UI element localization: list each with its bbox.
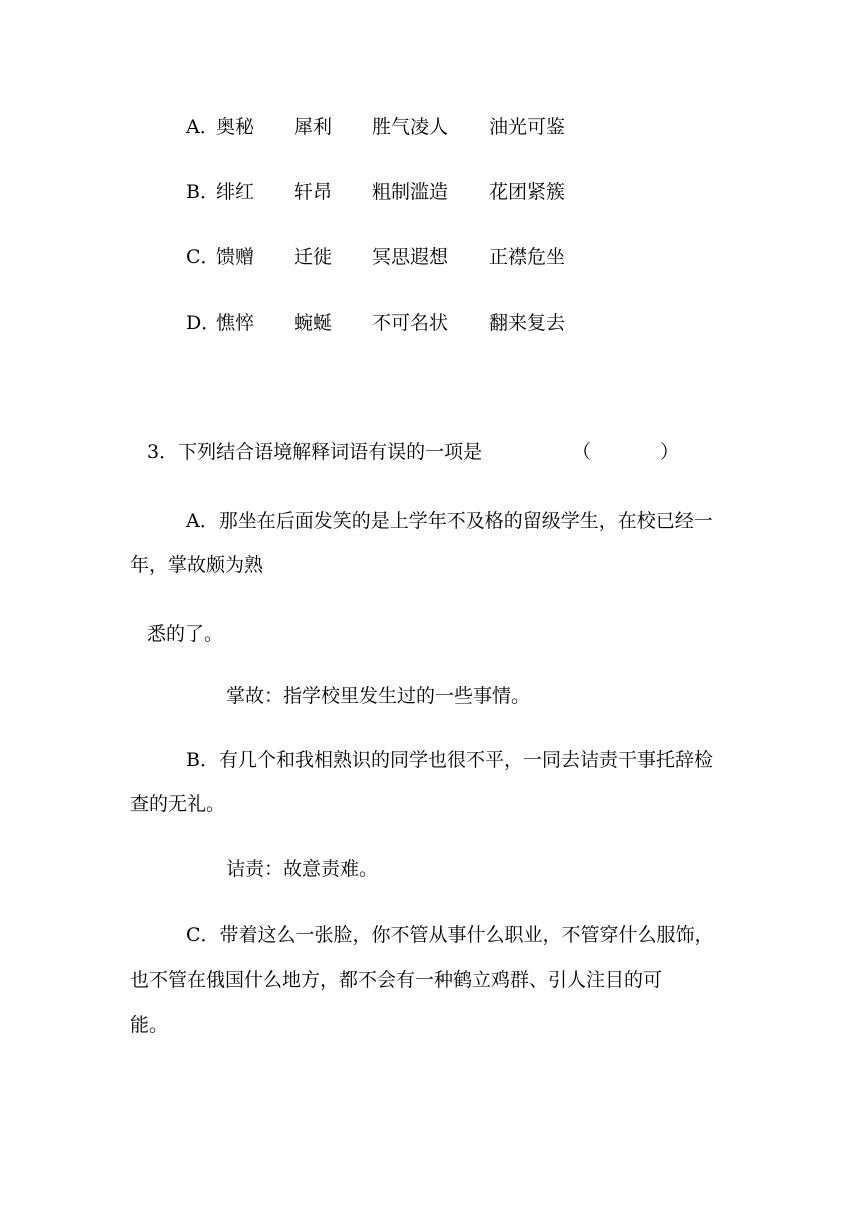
option-word: 冥思遐想 [372,246,449,268]
option-word: 胜气凌人 [372,116,449,138]
option-label: D． [186,312,221,334]
option-word: 奥秘 [216,116,255,138]
option-word: 馈赠 [216,246,255,268]
item-b-explanation: 诘责：故意责难。 [226,858,379,880]
option-word: 正襟危坐 [489,246,566,268]
answer-paren-open: （ [572,441,592,463]
item-c-line-2: 也不管在俄国什么地方，都不会有一种鹤立鸡群、引人注目的可 [130,969,663,991]
option-word: 憔悴 [216,312,255,334]
option-word: 犀利 [294,116,333,138]
item-a-explanation: 掌故：指学校里发生过的一些事情。 [226,685,531,707]
item-b-line-2: 查的无礼。 [130,793,226,815]
option-word: 迁徙 [294,246,333,268]
item-b-line-1: B．有几个和我相熟识的同学也很不平，一同去诘责干事托辞检 [186,749,713,771]
item-c-line-1: C．带着这么一张脸，你不管从事什么职业，不管穿什么服饰， [186,924,714,946]
option-label: C． [186,246,220,268]
option-word: 蜿蜒 [294,312,333,334]
option-word: 绯红 [216,181,255,203]
option-label: A． [186,116,219,138]
answer-paren-close: ） [660,441,680,463]
item-a-line-3: 悉的了。 [147,623,224,645]
item-a-line-2: 年，掌故颇为熟 [130,554,264,576]
option-label: B． [186,181,219,203]
item-a-line-1: A．那坐在后面发笑的是上学年不及格的留级学生，在校已经一 [186,510,713,532]
option-word: 轩昂 [294,181,333,203]
question-3-stem: 3．下列结合语境解释词语有误的一项是 [147,441,483,463]
option-word: 不可名状 [372,312,449,334]
item-c-line-3: 能。 [130,1014,169,1036]
option-word: 翻来复去 [489,312,566,334]
option-word: 花团紧簇 [489,181,566,203]
option-word: 油光可鉴 [489,116,566,138]
option-word: 粗制滥造 [372,181,449,203]
